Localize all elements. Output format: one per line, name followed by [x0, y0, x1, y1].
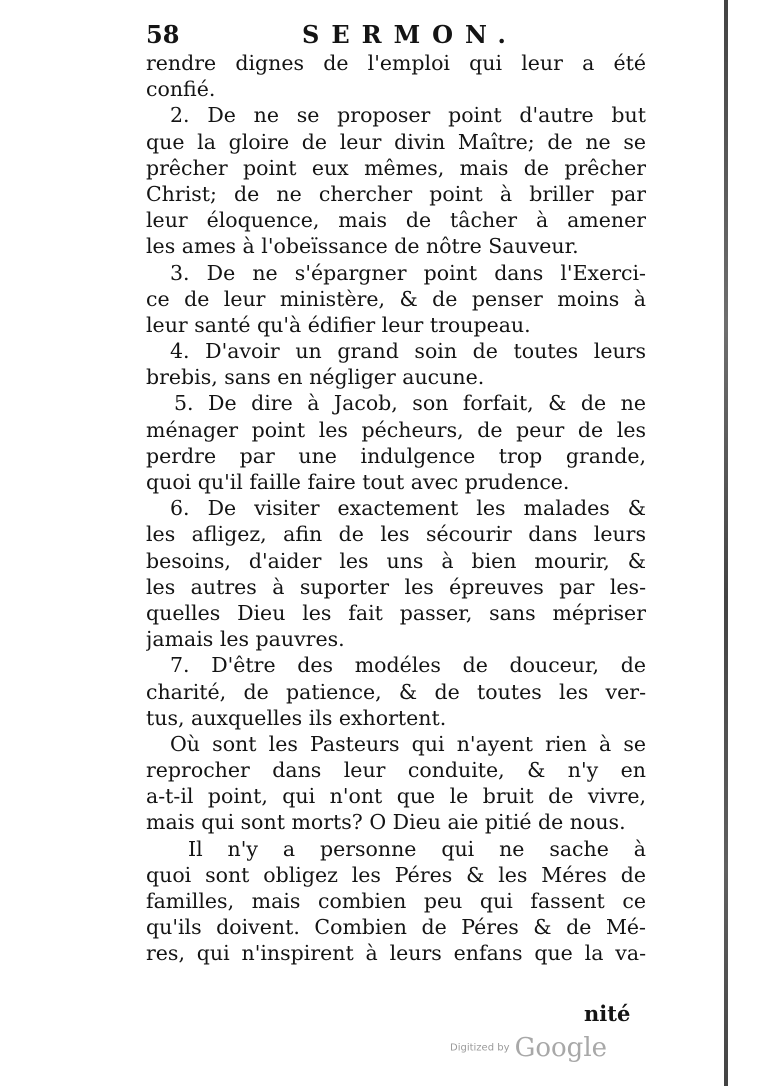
text-line: charité, de patience, & de toutes les ver- [146, 679, 646, 704]
text-line: a-t-il point, qui n'ont que le bruit de vivre, [146, 784, 646, 809]
text-line: ce de leur ministère, & de penser moins à [146, 286, 646, 311]
catchword: nité [584, 1001, 631, 1026]
text-line: les autres à suporter les épreuves par les- [146, 574, 646, 599]
text-line: leur santé qu'à édifier leur troupeau. [146, 312, 531, 337]
text-line: Christ; de ne chercher point à briller par [146, 181, 646, 206]
page-header [146, 20, 646, 50]
text-line: 7. D'être des modéles de douceur, de [170, 653, 646, 678]
text-line: quoi sont obligez les Péres & les Méres de [146, 862, 646, 887]
google-logo: Google [514, 1033, 608, 1063]
text-line: quoi qu'il faille faire tout avec prudence. [146, 470, 570, 494]
text-line: 4. D'avoir un grand soin de toutes leurs [170, 339, 646, 364]
body-text [146, 50, 646, 967]
text-line: confié. [146, 77, 216, 102]
text-line: 6. De visiter exactement les malades & [170, 496, 646, 521]
text-line: les afligez, afin de les sécourir dans leurs [146, 522, 646, 547]
text-line: leur éloquence, mais de tâcher à amener [146, 208, 646, 233]
text-line: brebis, sans en négliger aucune. [146, 365, 485, 390]
text-line: prêcher point eux mêmes, mais de prêcher [146, 155, 646, 180]
text-line: res, qui n'inspirent à leurs enfans que la va- [146, 941, 646, 966]
text-line: rendre dignes de l'emploi qui leur a été [146, 51, 646, 75]
text-line: jamais les pauvres. [146, 627, 345, 652]
text-line: Il n'y a personne qui ne sache à [188, 836, 646, 861]
text-line: les ames à l'obeïssance de nôtre Sauveur. [146, 234, 579, 259]
digitization-watermark [450, 1033, 607, 1063]
text-line: quelles Dieu les fait passer, sans mépriser [146, 600, 646, 625]
text-line: perdre par une indulgence trop grande, [146, 443, 646, 468]
text-line: ménager point les pécheurs, de peur de les [146, 417, 646, 442]
text-line: familles, mais combien peu qui fassent ce [146, 889, 646, 913]
text-line: reprocher dans leur conduite, & n'y en [146, 758, 646, 783]
text-line: 2. De ne se proposer point d'autre but [170, 103, 646, 128]
text-line: 3. De ne s'épargner point dans l'Exerci- [170, 260, 646, 285]
text-line: 5. De dire à Jacob, son forfait, & de ne [174, 391, 646, 416]
text-line: qu'ils doivent. Combien de Péres & de Mé- [146, 915, 646, 940]
text-line: tus, auxquelles ils exhortent. [146, 705, 447, 730]
text-line: mais qui sont morts? O Dieu aie pitié de nous. [146, 810, 626, 835]
watermark-prefix: Digitized by [450, 1042, 510, 1054]
text-line: que la gloire de leur divin Maître; de ne se [146, 129, 646, 154]
text-line: Où sont les Pasteurs qui n'ayent rien à se [170, 731, 646, 756]
page-number: 58 [146, 20, 180, 49]
page-edge-shadow [724, 0, 728, 1086]
text-line: besoins, d'aider les uns à bien mourir, & [146, 548, 646, 573]
running-title: SERMON. [302, 20, 518, 49]
